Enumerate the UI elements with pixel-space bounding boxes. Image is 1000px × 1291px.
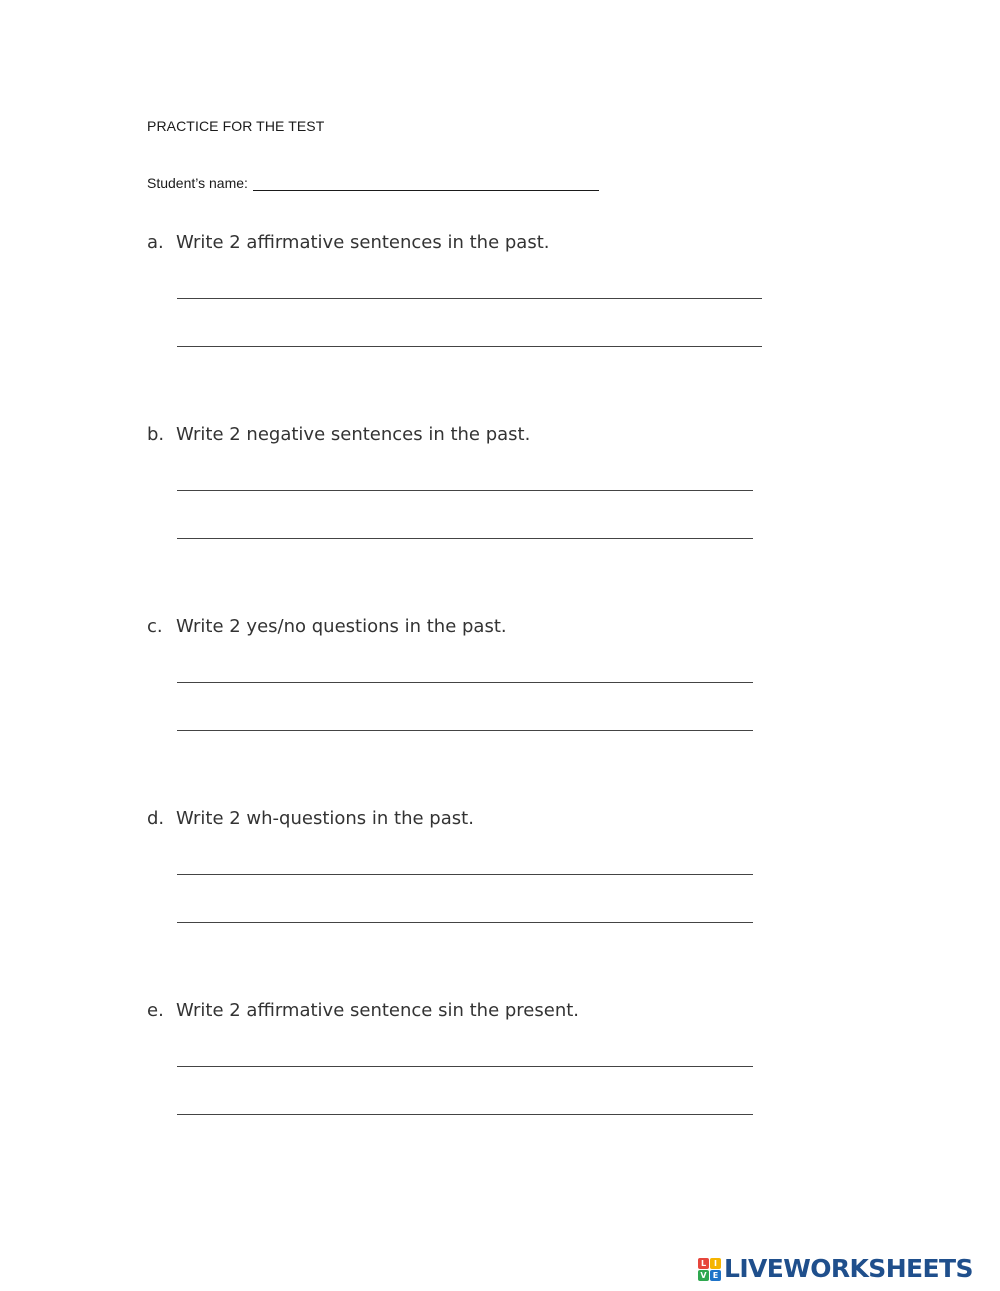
student-name-row [147,175,599,191]
logo-mark-tile: V [698,1270,709,1281]
liveworksheets-logo [698,1256,973,1282]
question-letter: b. [147,424,165,445]
question-c [147,616,507,637]
question-e [147,1000,579,1021]
question-letter: d. [147,808,165,829]
question-text: Write 2 affirmative sentence sin the present. [176,1000,580,1021]
logo-mark-icon [698,1258,721,1281]
question-b [147,424,530,445]
logo-mark-tile: L [698,1258,709,1269]
question-letter: c. [147,616,163,637]
answer-line-e1[interactable] [177,1066,753,1067]
answer-line-b2[interactable] [177,538,753,539]
student-name-label: Student’s name: [147,175,248,191]
question-text: Write 2 affirmative sentences in the past. [176,232,550,253]
answer-line-c1[interactable] [177,682,753,683]
question-text: Write 2 wh-questions in the past. [176,808,474,829]
answer-line-c2[interactable] [177,730,753,731]
answer-line-e2[interactable] [177,1114,753,1115]
question-a [147,232,549,253]
answer-line-a1[interactable] [177,298,762,299]
answer-line-b1[interactable] [177,490,753,491]
question-text: Write 2 negative sentences in the past. [176,424,531,445]
question-letter: a. [147,232,164,253]
worksheet-title: PRACTICE FOR THE TEST [147,118,325,134]
question-d [147,808,474,829]
question-letter: e. [147,1000,164,1021]
logo-mark-tile: I [710,1258,721,1269]
question-text: Write 2 yes/no questions in the past. [176,616,507,637]
student-name-blank[interactable] [253,178,599,191]
answer-line-d1[interactable] [177,874,753,875]
answer-line-a2[interactable] [177,346,762,347]
logo-mark-tile: E [710,1270,721,1281]
answer-line-d2[interactable] [177,922,753,923]
logo-text: LIVEWORKSHEETS [724,1254,973,1283]
